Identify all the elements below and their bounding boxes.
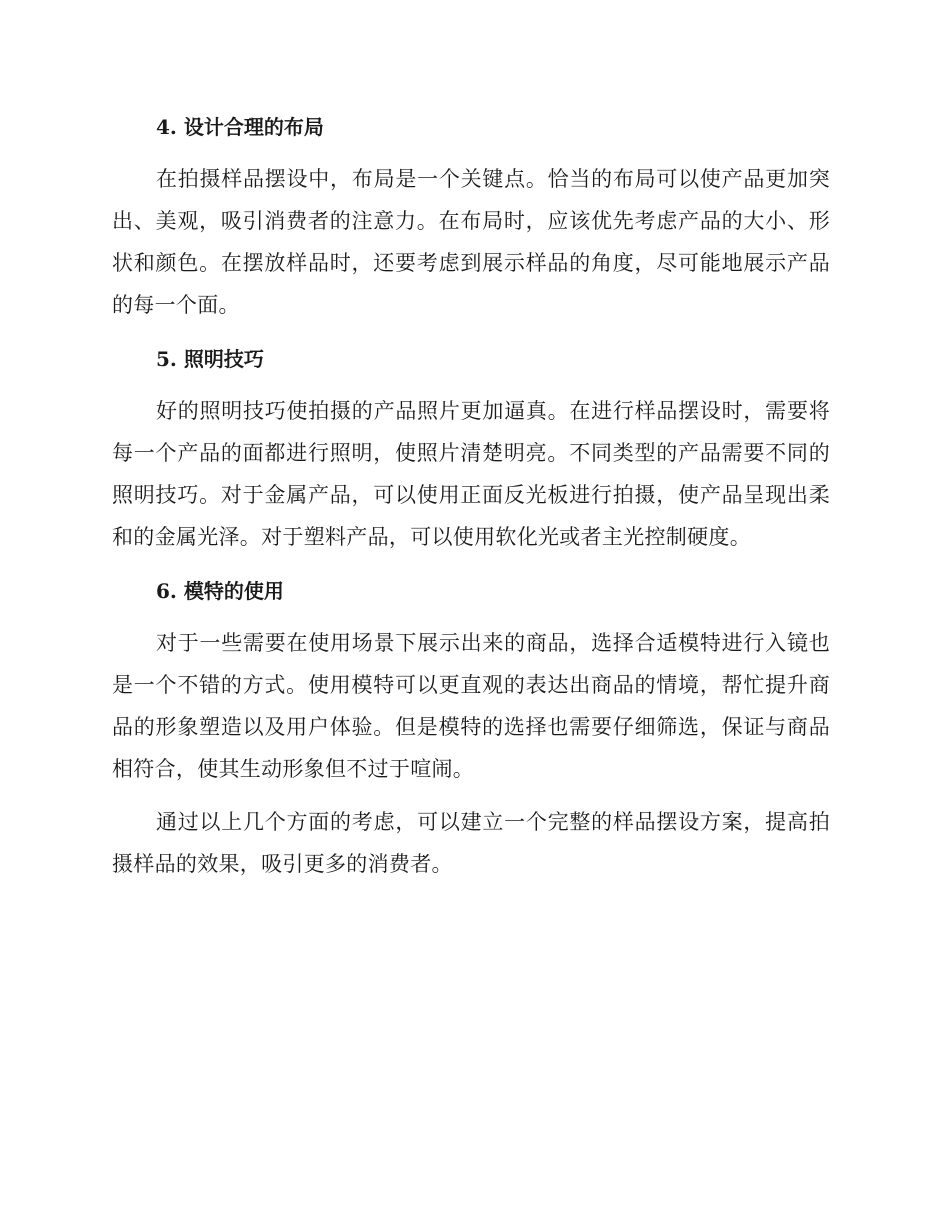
section-paragraph-model: 对于一些需要在使用场景下展示出来的商品，选择合适模特进行入镜也是一个不错的方式。使用模特可以更直观的表达出商品的情境，帮忙提升商品的形象塑造以及用户体验。但是模特的选择也需要仔细筛选，保证与商品相符合，使其生动形象但不过于喧闹。 (112, 631, 830, 781)
section-paragraph-layout: 在拍摄样品摆设中，布局是一个关键点。恰当的布局可以使产品更加突出、美观，吸引消费者的注意力。在布局时，应该优先考虑产品的大小、形状和颜色。在摆放样品时，还要考虑到展示样品的角度，尽可能地展示产品的每一个面。 (112, 167, 830, 317)
section-heading-layout: 4. 设计合理的布局 (156, 115, 324, 139)
section-heading-lighting: 5. 照明技巧 (156, 347, 264, 371)
section-heading-model: 6. 模特的使用 (156, 579, 284, 603)
document-page (112, 105, 830, 885)
conclusion-paragraph: 通过以上几个方面的考虑，可以建立一个完整的样品摆设方案，提高拍摄样品的效果，吸引更多的消费者。 (112, 810, 830, 876)
section-paragraph-lighting: 好的照明技巧使拍摄的产品照片更加逼真。在进行样品摆设时，需要将每一个产品的面都进行照明，使照片清楚明亮。不同类型的产品需要不同的照明技巧。对于金属产品，可以使用正面反光板进行拍摄，使产品呈现出柔和的金属光泽。对于塑料产品，可以使用软化光或者主光控制硬度。 (112, 399, 830, 549)
